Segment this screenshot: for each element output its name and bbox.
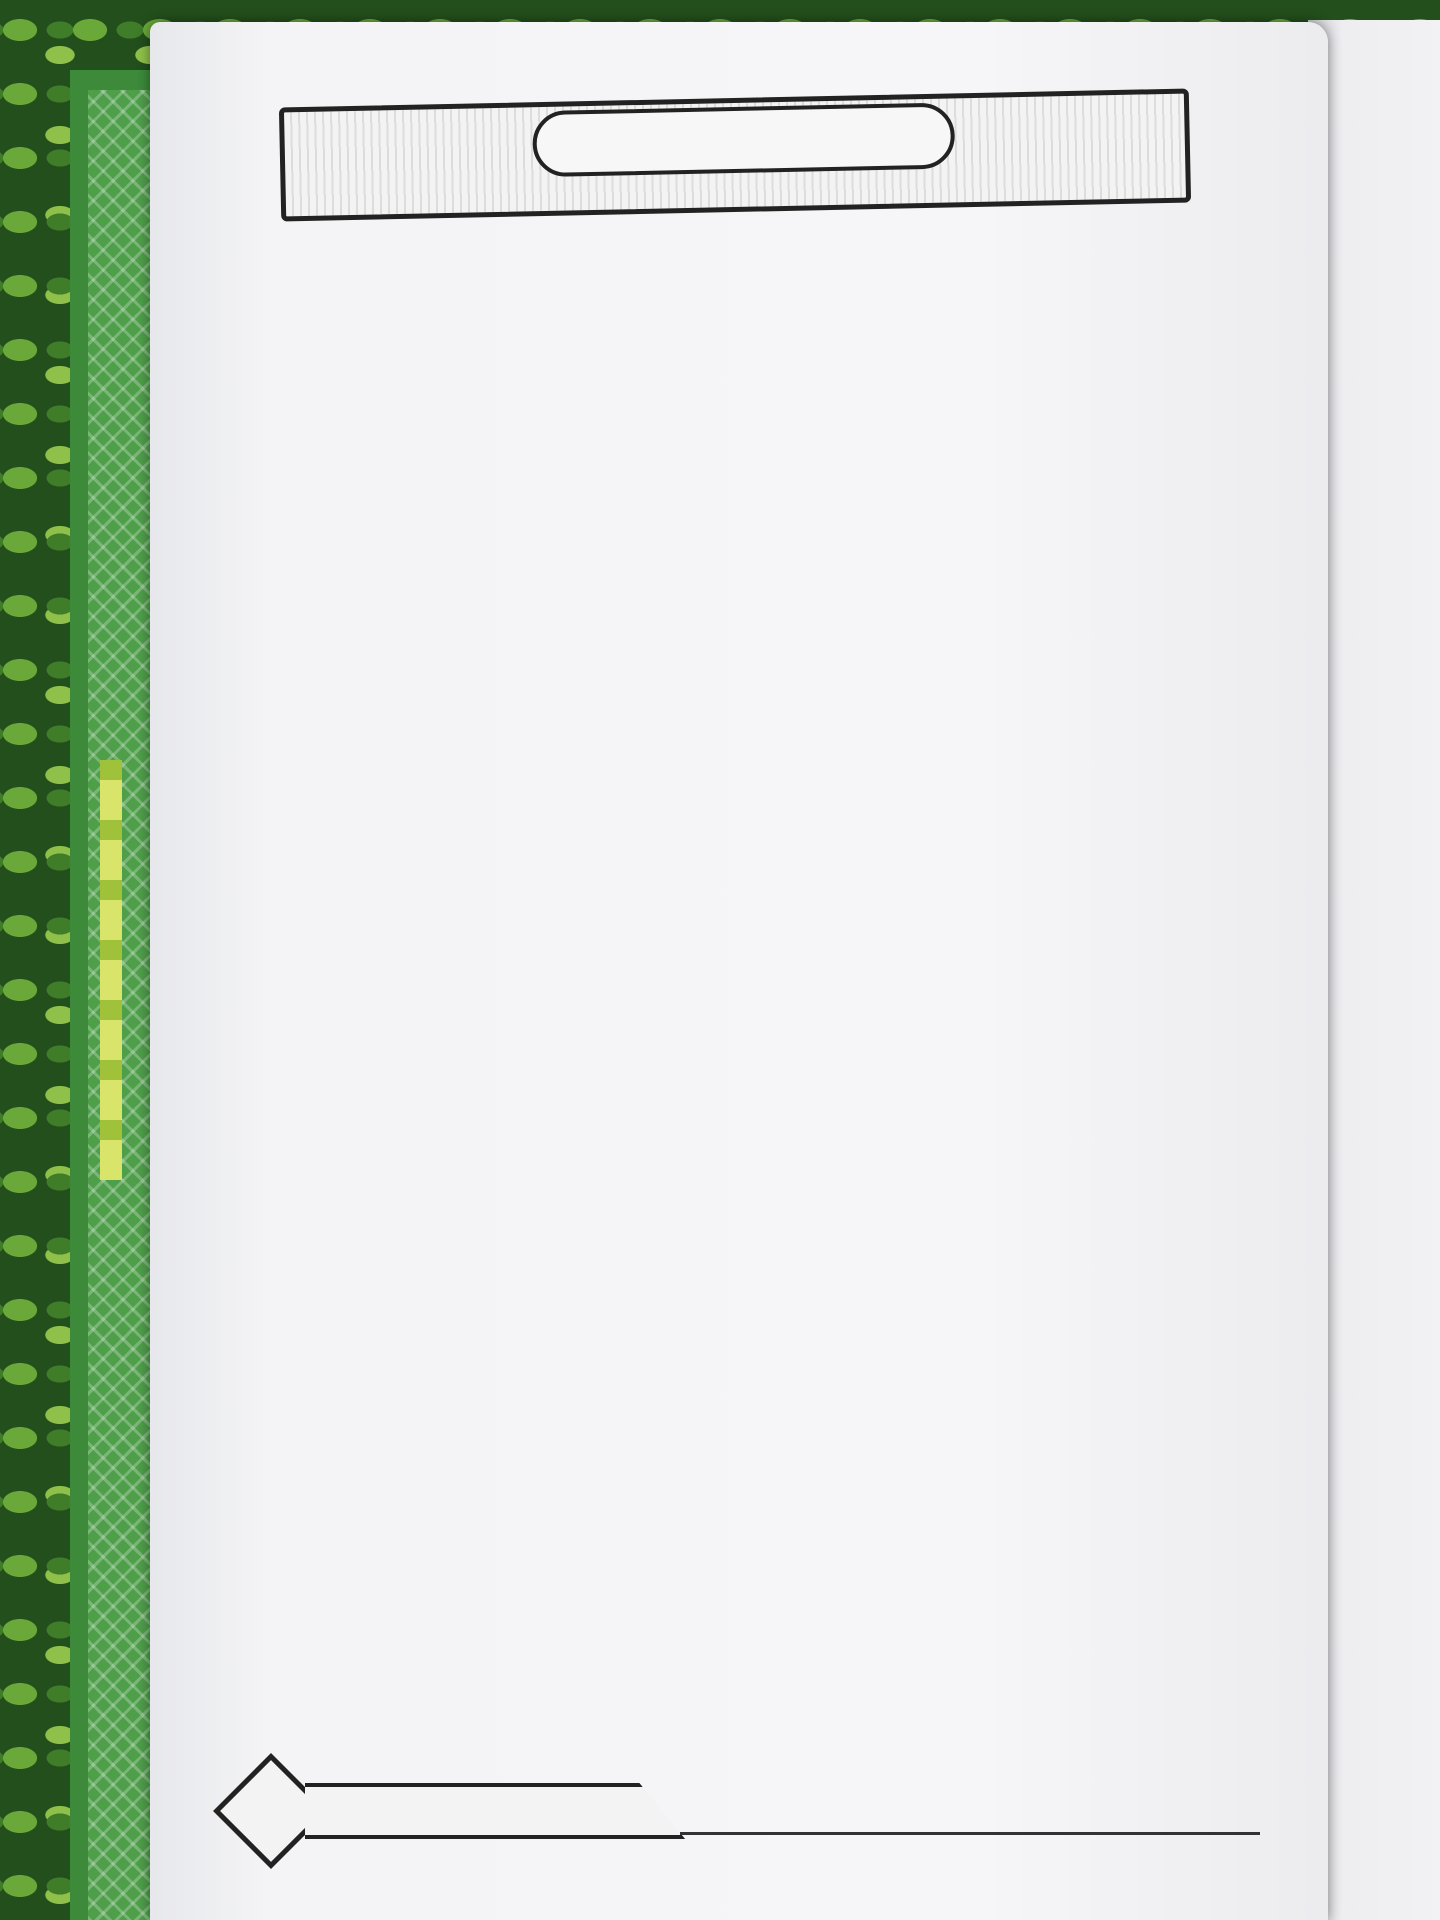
- right-page-numbers: [1405, 0, 1440, 1920]
- left-page: [150, 22, 1328, 1920]
- footer-ribbon: [305, 1783, 685, 1839]
- cover-band: [100, 760, 122, 1180]
- page-number: [235, 1775, 307, 1847]
- cover-pattern: [88, 90, 158, 1920]
- header-oval: [532, 102, 955, 177]
- footer-line: [680, 1832, 1260, 1835]
